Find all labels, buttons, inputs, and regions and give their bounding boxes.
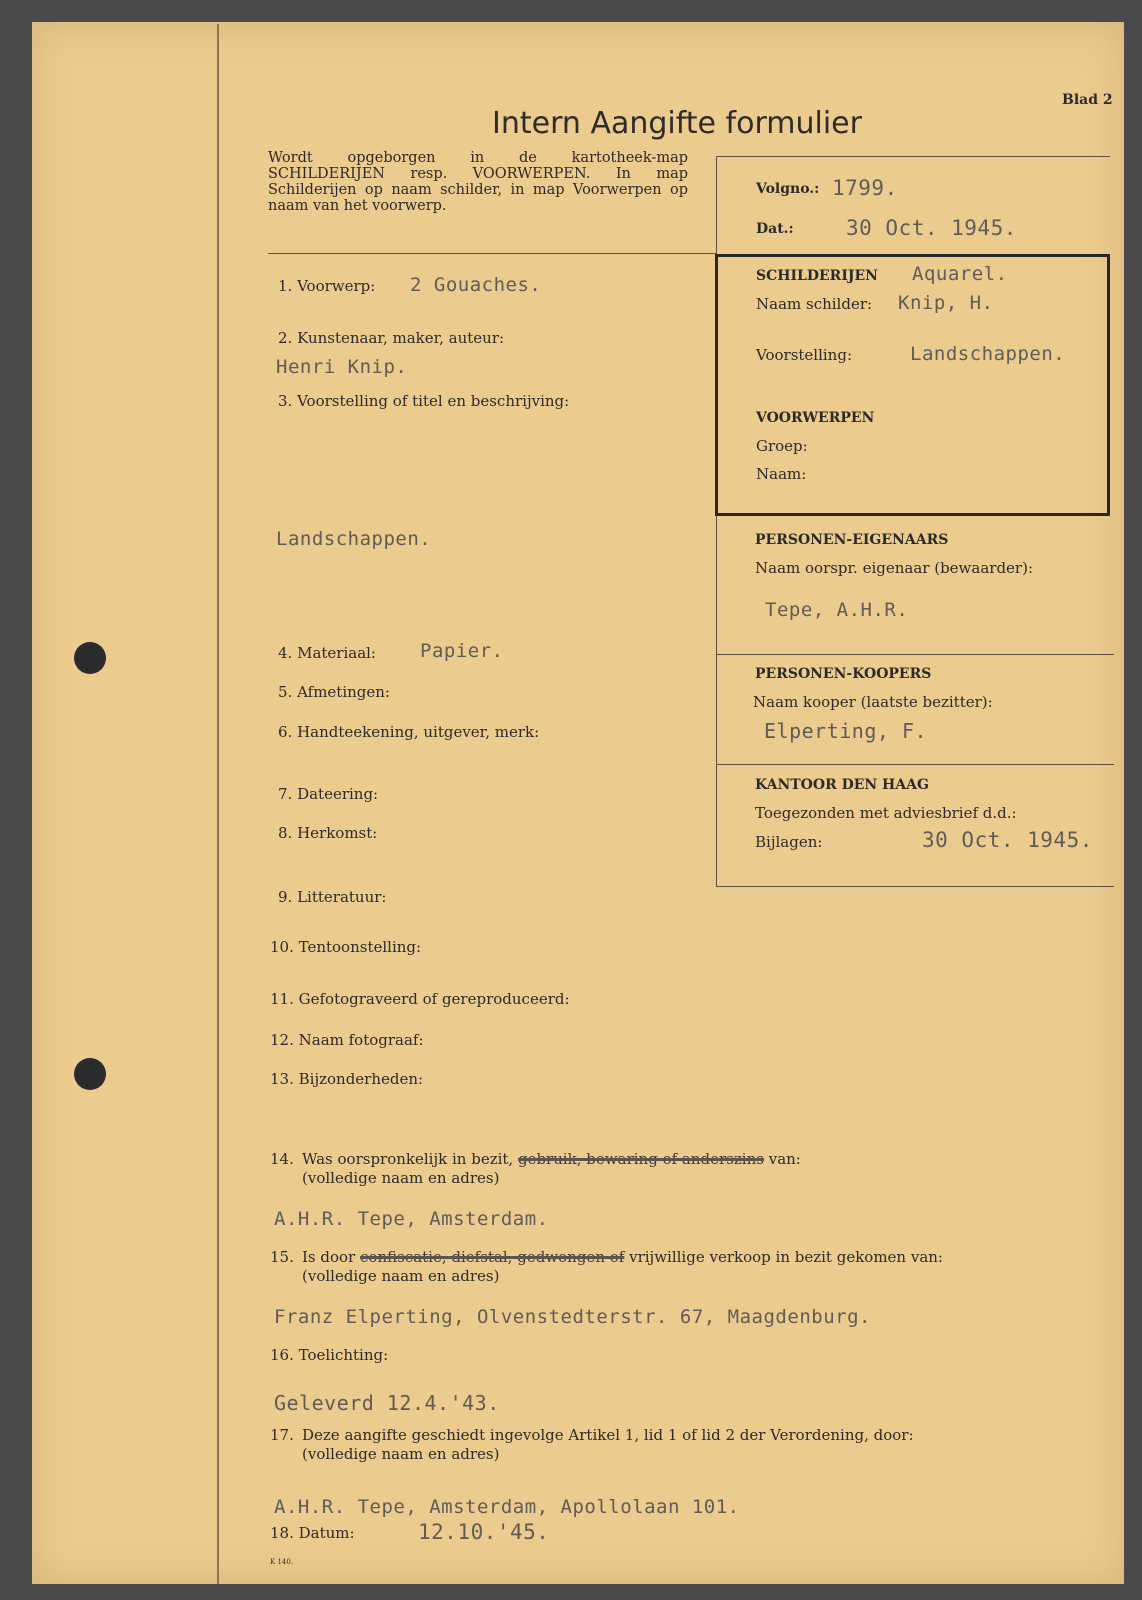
- field-15-text-b: vrijwillige verkoop in bezit gekomen van:: [629, 1248, 943, 1266]
- bijlagen-value: 30 Oct. 1945.: [922, 828, 1093, 852]
- page-title: Intern Aangifte formulier: [492, 106, 862, 141]
- naam-schilder-value: Knip, H.: [898, 292, 994, 314]
- voorstelling-label: Voorstelling:: [756, 346, 852, 364]
- field-13-label: 13. Bijzonderheden:: [270, 1070, 424, 1088]
- sheet-number: Blad 2: [1062, 92, 1113, 108]
- field-17-text: Deze aangifte geschiedt ingevolge Artikel 1, lid 1 of lid 2 der Verordening, door:: [302, 1426, 914, 1444]
- field-15-text: [302, 1249, 943, 1266]
- field-16-label: 16. Toelichting:: [270, 1346, 389, 1364]
- field-2-label: 2. Kunstenaar, maker, auteur:: [278, 329, 505, 347]
- right-column-rule: [716, 516, 717, 886]
- field-15-value: Franz Elperting, Olvenstedterstr. 67, Maagdenburg.: [274, 1306, 871, 1328]
- field-4-value: Papier.: [420, 640, 504, 662]
- voorwerpen-heading: VOORWERPEN: [756, 410, 875, 426]
- field-12-label: 12. Naam fotograaf:: [270, 1031, 424, 1049]
- field-17-value: A.H.R. Tepe, Amsterdam, Apollolaan 101.: [274, 1496, 740, 1518]
- field-15-number: 15.: [270, 1248, 294, 1266]
- bijlagen-label: Bijlagen:: [755, 833, 823, 851]
- field-14-number: 14.: [270, 1150, 294, 1168]
- eigenaars-heading: PERSONEN-EIGENAARS: [755, 532, 949, 548]
- toegezonden-label: Toegezonden met adviesbrief d.d.:: [755, 804, 1017, 822]
- field-3-value: Landschappen.: [276, 528, 432, 550]
- field-18-label: 18. Datum:: [270, 1524, 355, 1542]
- schilderijen-type-value: Aquarel.: [912, 263, 1008, 285]
- punch-hole-top: [74, 642, 106, 674]
- field-4-label: 4. Materiaal:: [278, 644, 376, 662]
- volgno-value: 1799.: [832, 176, 898, 200]
- field-1-value: 2 Gouaches.: [410, 274, 542, 296]
- field-15-text-a: Is door: [302, 1248, 356, 1266]
- field-18-value: 12.10.'45.: [418, 1520, 550, 1544]
- schilderijen-heading: SCHILDERIJEN: [756, 268, 878, 284]
- voorstelling-value: Landschappen.: [910, 343, 1066, 365]
- field-1-label: 1. Voorwerp:: [278, 277, 376, 295]
- field-14-value: A.H.R. Tepe, Amsterdam.: [274, 1208, 549, 1230]
- kantoor-bottom-rule: [716, 886, 1114, 887]
- field-16-value: Geleverd 12.4.'43.: [274, 1391, 500, 1415]
- field-15-struck-text: confiscatie, diefstal, gedwongen of: [360, 1248, 625, 1266]
- header-top-rule: [716, 156, 1110, 157]
- field-2-value: Henri Knip.: [276, 356, 408, 378]
- form-code: K 140.: [270, 1558, 294, 1566]
- volgno-label: Volgno.:: [756, 181, 820, 197]
- field-6-label: 6. Handteekening, uitgever, merk:: [278, 723, 540, 741]
- groep-label: Groep:: [756, 437, 808, 455]
- intro-text: Wordt opgeborgen in de kartotheek-map SCHILDERIJEN resp. VOORWERPEN. In map Schilderijen op naam schilder, in map Voorwerpen op naam van het voorwerp.: [268, 150, 688, 214]
- date-label: Dat.:: [756, 221, 794, 237]
- naam-schilder-label: Naam schilder:: [756, 295, 873, 313]
- koopers-value: Elperting, F.: [764, 719, 928, 743]
- field-5-label: 5. Afmetingen:: [278, 683, 390, 701]
- eigenaars-label: Naam oorspr. eigenaar (bewaarder):: [755, 559, 1034, 577]
- field-3-label: 3. Voorstelling of titel en beschrijving:: [278, 392, 570, 410]
- field-17-sub: (volledige naam en adres): [302, 1445, 500, 1463]
- eigenaars-bottom-rule: [716, 654, 1114, 655]
- field-9-label: 9. Litteratuur:: [278, 888, 387, 906]
- eigenaars-value: Tepe, A.H.R.: [765, 599, 909, 621]
- field-17-number: 17.: [270, 1426, 294, 1444]
- field-10-label: 10. Tentoonstelling:: [270, 938, 422, 956]
- intro-bottom-rule: [268, 253, 716, 254]
- kantoor-heading: KANTOOR DEN HAAG: [755, 777, 929, 793]
- naam-label: Naam:: [756, 465, 807, 483]
- koopers-bottom-rule: [716, 764, 1114, 765]
- field-14-text-a: Was oorspronkelijk in bezit,: [302, 1150, 514, 1168]
- field-7-label: 7. Dateering:: [278, 785, 379, 803]
- field-8-label: 8. Herkomst:: [278, 824, 378, 842]
- punch-hole-bottom: [74, 1058, 106, 1090]
- margin-line: [217, 24, 219, 1584]
- field-15-sub: (volledige naam en adres): [302, 1267, 500, 1285]
- header-left-rule: [716, 156, 717, 254]
- field-14-sub: (volledige naam en adres): [302, 1169, 500, 1187]
- koopers-label: Naam kooper (laatste bezitter):: [753, 693, 993, 711]
- koopers-heading: PERSONEN-KOOPERS: [755, 666, 932, 682]
- field-14-struck-text: gebruik, bewaring of anderszins: [517, 1150, 764, 1168]
- field-14-text-b: van:: [768, 1150, 801, 1168]
- date-value: 30 Oct. 1945.: [846, 216, 1017, 240]
- field-14-text: [302, 1151, 801, 1168]
- field-11-label: 11. Gefotograveerd of gereproduceerd:: [270, 990, 570, 1008]
